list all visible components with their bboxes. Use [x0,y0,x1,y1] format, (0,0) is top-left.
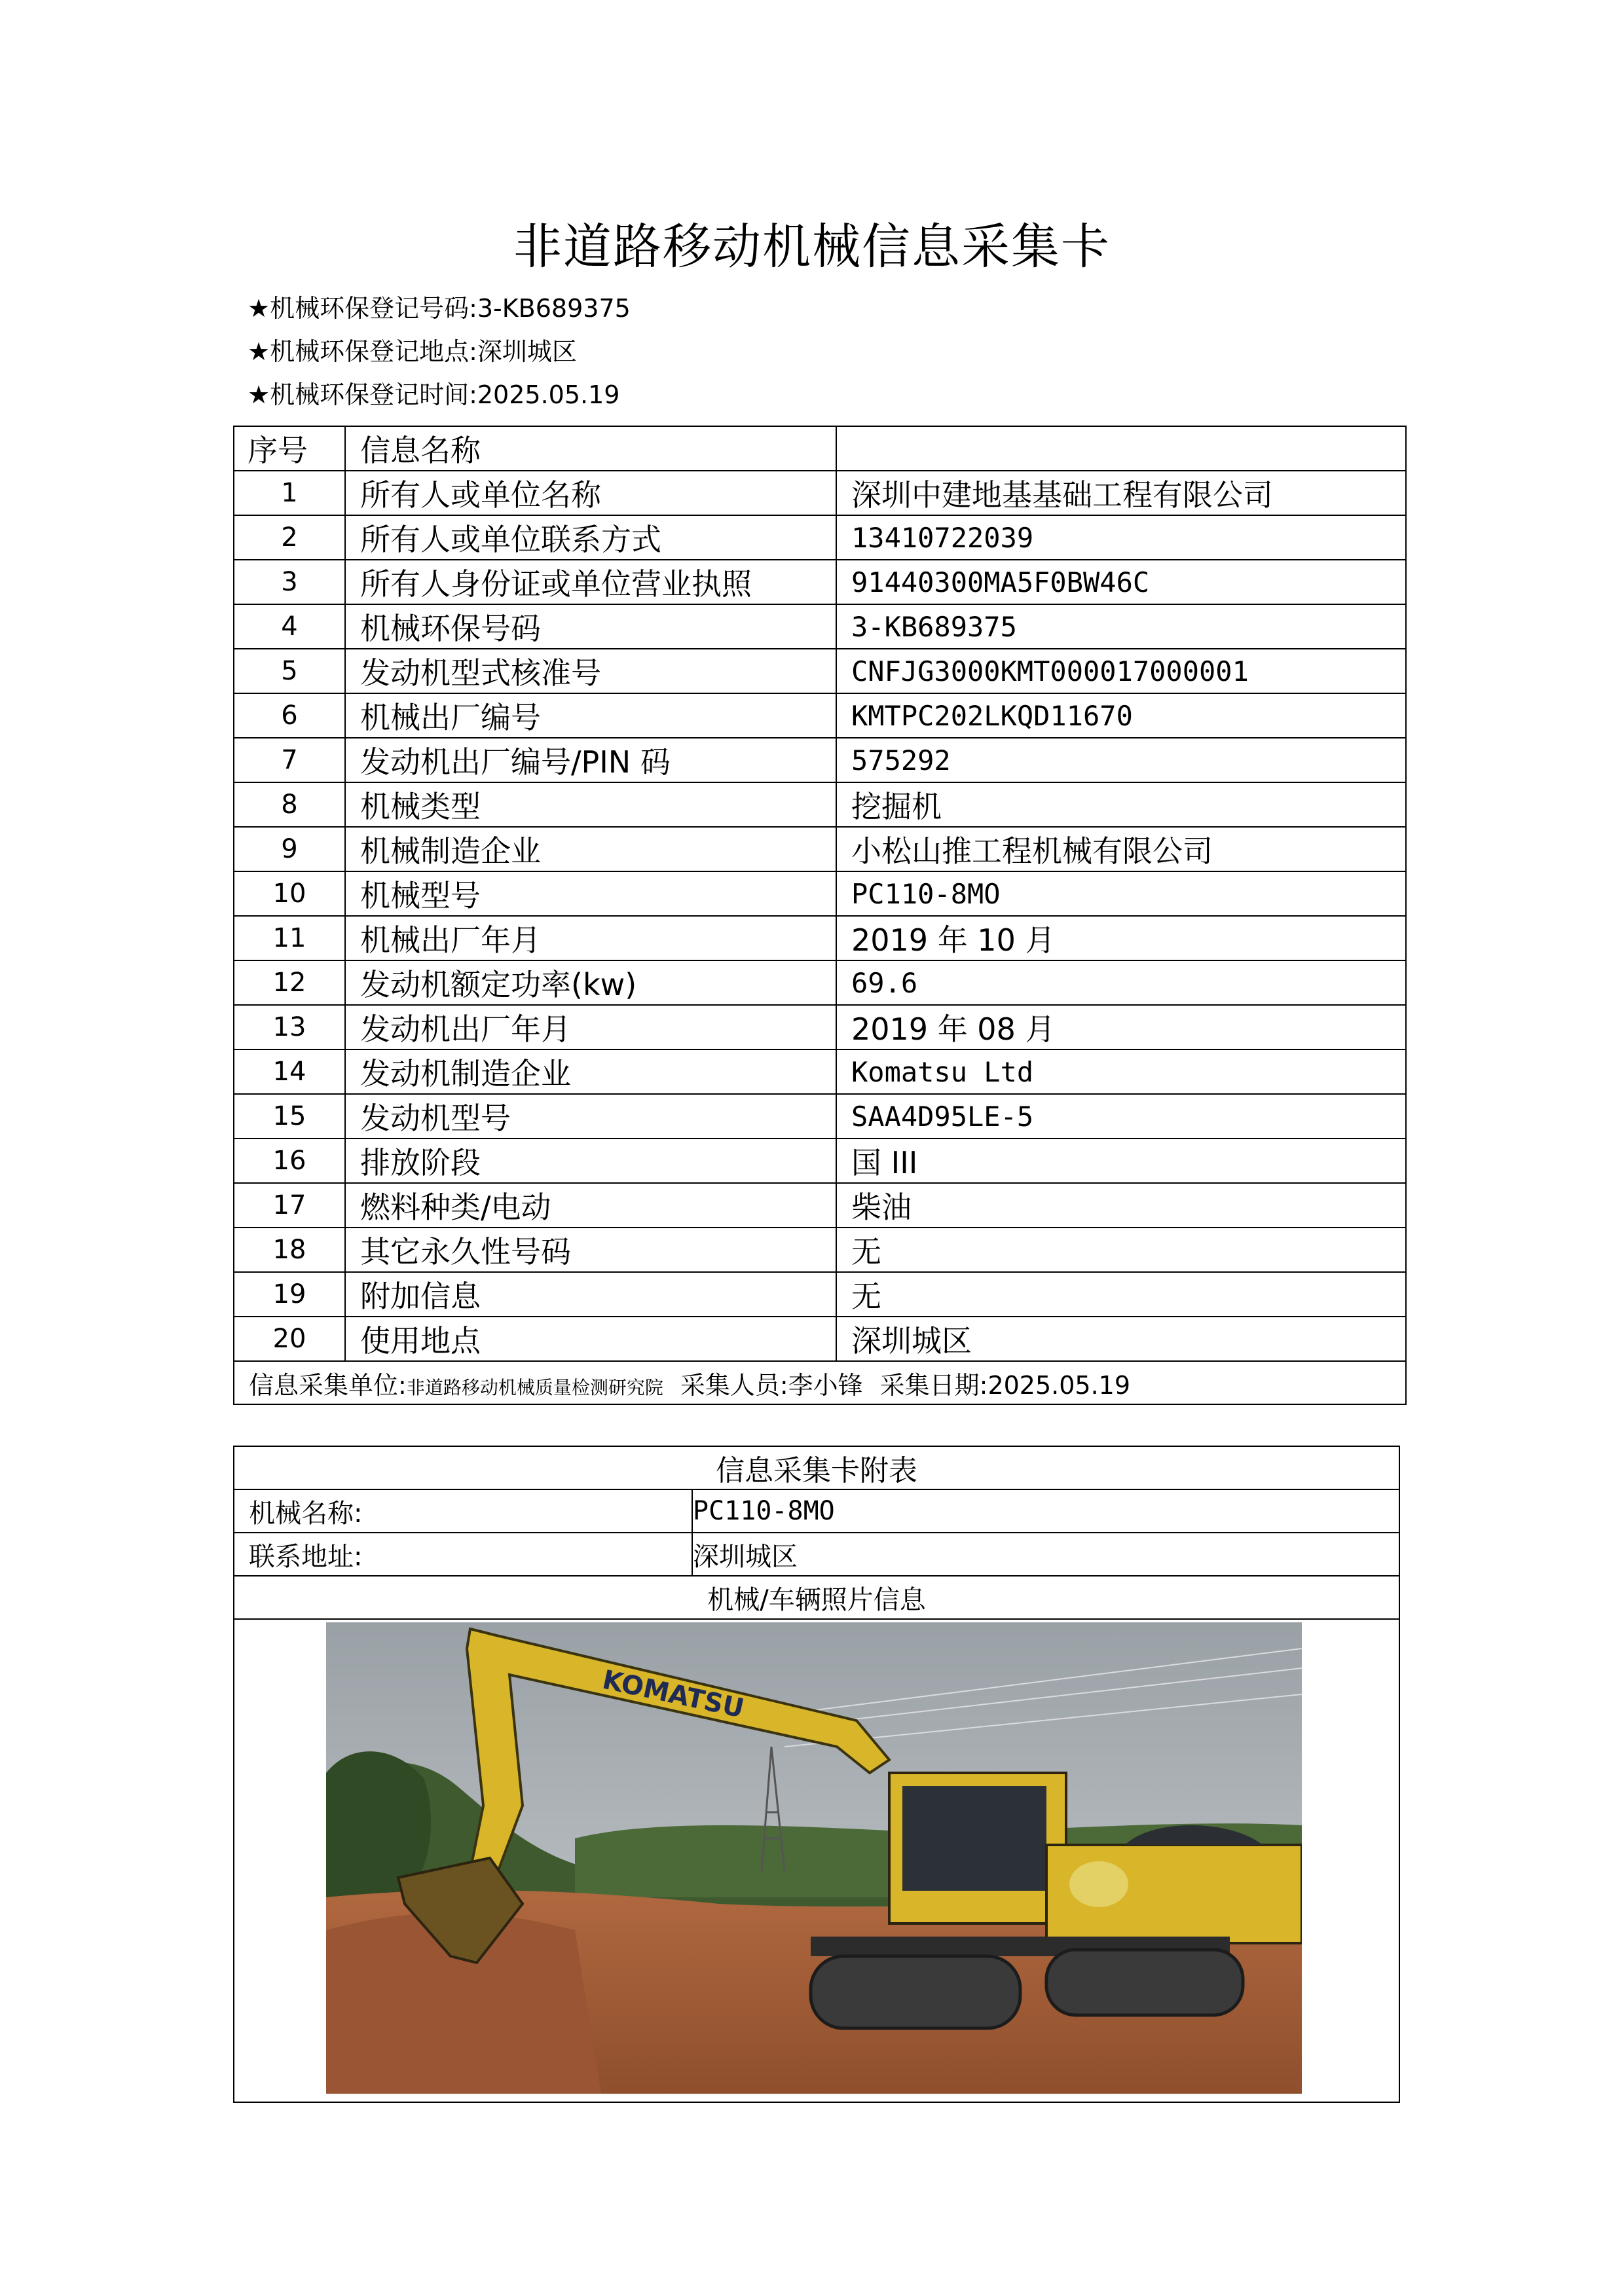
header-value [836,426,1406,471]
table-row [234,604,1406,649]
collection-footer [234,1361,1406,1404]
row-number: 7 [234,738,345,782]
row-label: 发动机型式核准号 [345,649,836,693]
table-row [234,1183,1406,1228]
address-value: 深圳城区 [692,1533,1399,1576]
row-label: 机械出厂年月 [345,916,836,960]
row-value: 深圳城区 [836,1317,1406,1361]
row-value: 3-KB689375 [836,604,1406,649]
row-number: 6 [234,693,345,738]
appendix-table [233,1446,1400,2103]
excavator-photo [326,1622,1302,2094]
row-number: 1 [234,471,345,515]
row-label: 其它永久性号码 [345,1228,836,1272]
address-label: 联系地址: [234,1533,692,1576]
appendix-title: 信息采集卡附表 [234,1446,1399,1489]
row-value: SAA4D95LE-5 [836,1094,1406,1139]
table-row [234,960,1406,1005]
photo-cell [234,1619,1399,2102]
table-row [234,871,1406,916]
table-header-row [234,426,1406,471]
table-row [234,560,1406,604]
table-row [234,916,1406,960]
row-label: 所有人或单位联系方式 [345,515,836,560]
registration-number: ★机械环保登记号码:3-KB689375 [248,294,631,323]
row-value: 挖掘机 [836,782,1406,827]
collection-footer-row [234,1361,1406,1404]
table-row [234,782,1406,827]
row-value: 柴油 [836,1183,1406,1228]
row-label: 附加信息 [345,1272,836,1317]
row-label: 排放阶段 [345,1139,836,1183]
table-row [234,515,1406,560]
row-number: 2 [234,515,345,560]
row-label: 机械类型 [345,782,836,827]
row-label: 机械环保号码 [345,604,836,649]
row-label: 使用地点 [345,1317,836,1361]
registration-place: ★机械环保登记地点:深圳城区 [248,337,577,366]
row-number: 10 [234,871,345,916]
row-value: 深圳中建地基基础工程有限公司 [836,471,1406,515]
registration-time: ★机械环保登记时间:2025.05.19 [248,380,620,409]
row-number: 5 [234,649,345,693]
photo-section-title: 机械/车辆照片信息 [234,1576,1399,1619]
table-row [234,471,1406,515]
row-value: PC110-8MO [836,871,1406,916]
row-value: 575292 [836,738,1406,782]
table-row [234,649,1406,693]
row-value: 小松山推工程机械有限公司 [836,827,1406,871]
row-label: 发动机制造企业 [345,1049,836,1094]
row-value: 无 [836,1272,1406,1317]
row-value: Komatsu Ltd [836,1049,1406,1094]
machine-name-value: PC110-8MO [692,1489,1399,1533]
row-number: 18 [234,1228,345,1272]
row-label: 发动机额定功率(kw) [345,960,836,1005]
row-number: 11 [234,916,345,960]
info-table [233,426,1407,1405]
row-number: 16 [234,1139,345,1183]
row-number: 8 [234,782,345,827]
row-label: 所有人或单位名称 [345,471,836,515]
row-label: 所有人身份证或单位营业执照 [345,560,836,604]
row-number: 4 [234,604,345,649]
collection-unit-value: 非道路移动机械质量检测研究院 [406,1376,663,1398]
row-number: 3 [234,560,345,604]
row-value: 无 [836,1228,1406,1272]
machine-name-label: 机械名称: [234,1489,692,1533]
table-row [234,1005,1406,1049]
photo-brand-text: KOMATSU [599,1664,747,1724]
table-row [234,1228,1406,1272]
table-row [234,1317,1406,1361]
table-row [234,1272,1406,1317]
row-value: 2019 年 10 月 [836,916,1406,960]
header-name: 信息名称 [345,426,836,471]
row-number: 12 [234,960,345,1005]
collection-date: 采集日期:2025.05.19 [879,1370,1131,1400]
row-value: 国 III [836,1139,1406,1183]
page-title: 非道路移动机械信息采集卡 [513,219,1111,275]
table-row [234,738,1406,782]
table-row [234,1139,1406,1183]
row-number: 17 [234,1183,345,1228]
row-number: 15 [234,1094,345,1139]
row-number: 9 [234,827,345,871]
row-label: 发动机出厂编号/PIN 码 [345,738,836,782]
row-label: 机械出厂编号 [345,693,836,738]
collector: 采集人员:李小锋 [680,1370,863,1400]
row-number: 19 [234,1272,345,1317]
row-label: 燃料种类/电动 [345,1183,836,1228]
excavator-photo-illustration [326,1622,1302,2094]
row-value: KMTPC202LKQD11670 [836,693,1406,738]
row-value: CNFJG3000KMT000017000001 [836,649,1406,693]
row-label: 机械型号 [345,871,836,916]
row-label: 发动机出厂年月 [345,1005,836,1049]
row-number: 13 [234,1005,345,1049]
table-row [234,1094,1406,1139]
row-value: 69.6 [836,960,1406,1005]
row-label: 机械制造企业 [345,827,836,871]
collection-unit-label: 信息采集单位: [249,1370,407,1400]
row-label: 发动机型号 [345,1094,836,1139]
table-row [234,693,1406,738]
row-number: 14 [234,1049,345,1094]
row-value: 91440300MA5F0BW46C [836,560,1406,604]
row-value: 2019 年 08 月 [836,1005,1406,1049]
table-row [234,1049,1406,1094]
table-row [234,827,1406,871]
header-seq: 序号 [234,426,345,471]
row-value: 13410722039 [836,515,1406,560]
row-number: 20 [234,1317,345,1361]
